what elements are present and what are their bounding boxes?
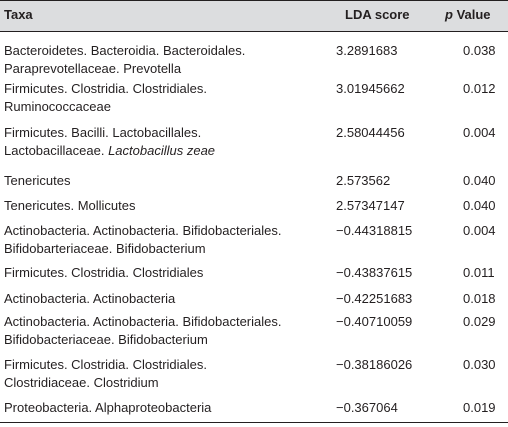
lda-score-cell: −0.44318815 [336,223,413,238]
header-p-label: Value [452,7,491,22]
header-taxa: Taxa [4,7,33,22]
header-p-symbol: p [445,7,453,22]
lda-score-cell: 2.573562 [336,173,391,188]
lda-score-cell: −0.367064 [336,400,398,415]
p-value-cell: 0.004 [463,223,496,238]
lda-score-cell: 3.2891683 [336,43,398,58]
taxa-line-1: Actinobacteria. Actinobacteria. Bifidobacteriales. [4,314,282,329]
table-header [0,0,508,32]
lda-score-cell: 2.57347147 [336,198,405,213]
lda-score-cell: −0.40710059 [336,314,413,329]
p-value-cell: 0.040 [463,198,496,213]
header-p-value [445,7,491,23]
taxa-cell: Actinobacteria. Actinobacteria [4,291,176,306]
taxa-line-2 [4,142,215,160]
p-value-cell: 0.030 [463,357,496,372]
taxa-family: Lactobacillaceae. [4,143,109,158]
lda-score-cell: −0.43837615 [336,265,413,280]
taxa-species: Lactobacillus zeae [108,143,216,158]
taxa-line-2: Bifidobacteriaceae. Bifidobacterium [4,332,208,347]
table-bottom-rule [0,422,508,423]
taxa-line-1: Firmicutes. Clostridia. Clostridiales. [4,357,207,372]
p-value-cell: 0.012 [463,81,496,96]
taxa-cell [4,313,282,349]
p-value-cell: 0.019 [463,400,496,415]
taxa-line-1: Actinobacteria. Actinobacteria. Bifidobacteriales. [4,223,282,238]
taxa-cell [4,124,215,160]
taxa-line-1: Firmicutes. Bacilli. Lactobacillales. [4,125,202,140]
taxa-line-2: Paraprevotellaceae. Prevotella [4,61,182,76]
header-lda-score: LDA score [345,7,410,22]
lda-score-cell: −0.42251683 [336,291,413,306]
taxa-cell: Tenericutes. Mollicutes [4,198,136,213]
taxa-cell: Firmicutes. Clostridia. Clostridiales [4,265,204,280]
p-value-cell: 0.011 [463,265,495,280]
lda-score-cell: 3.01945662 [336,81,405,96]
taxa-line-1: Bacteroidetes. Bacteroidia. Bacteroidales. [4,43,246,58]
taxa-line-2: Ruminococcaceae [4,99,111,114]
lda-score-cell: 2.58044456 [336,125,405,140]
taxa-cell: Proteobacteria. Alphaproteobacteria [4,400,212,415]
p-value-cell: 0.004 [463,125,496,140]
p-value-cell: 0.018 [463,291,496,306]
p-value-cell: 0.029 [463,314,496,329]
taxa-cell [4,80,207,116]
p-value-cell: 0.038 [463,43,496,58]
taxa-cell [4,222,282,258]
p-value-cell: 0.040 [463,173,496,188]
lda-score-cell: −0.38186026 [336,357,413,372]
taxa-cell: Tenericutes [4,173,71,188]
taxa-cell [4,356,207,392]
taxa-line-1: Firmicutes. Clostridia. Clostridiales. [4,81,207,96]
taxa-line-2: Clostridiaceae. Clostridium [4,375,159,390]
taxa-line-2: Bifidobarteriaceae. Bifidobacterium [4,241,206,256]
taxa-cell [4,42,245,78]
